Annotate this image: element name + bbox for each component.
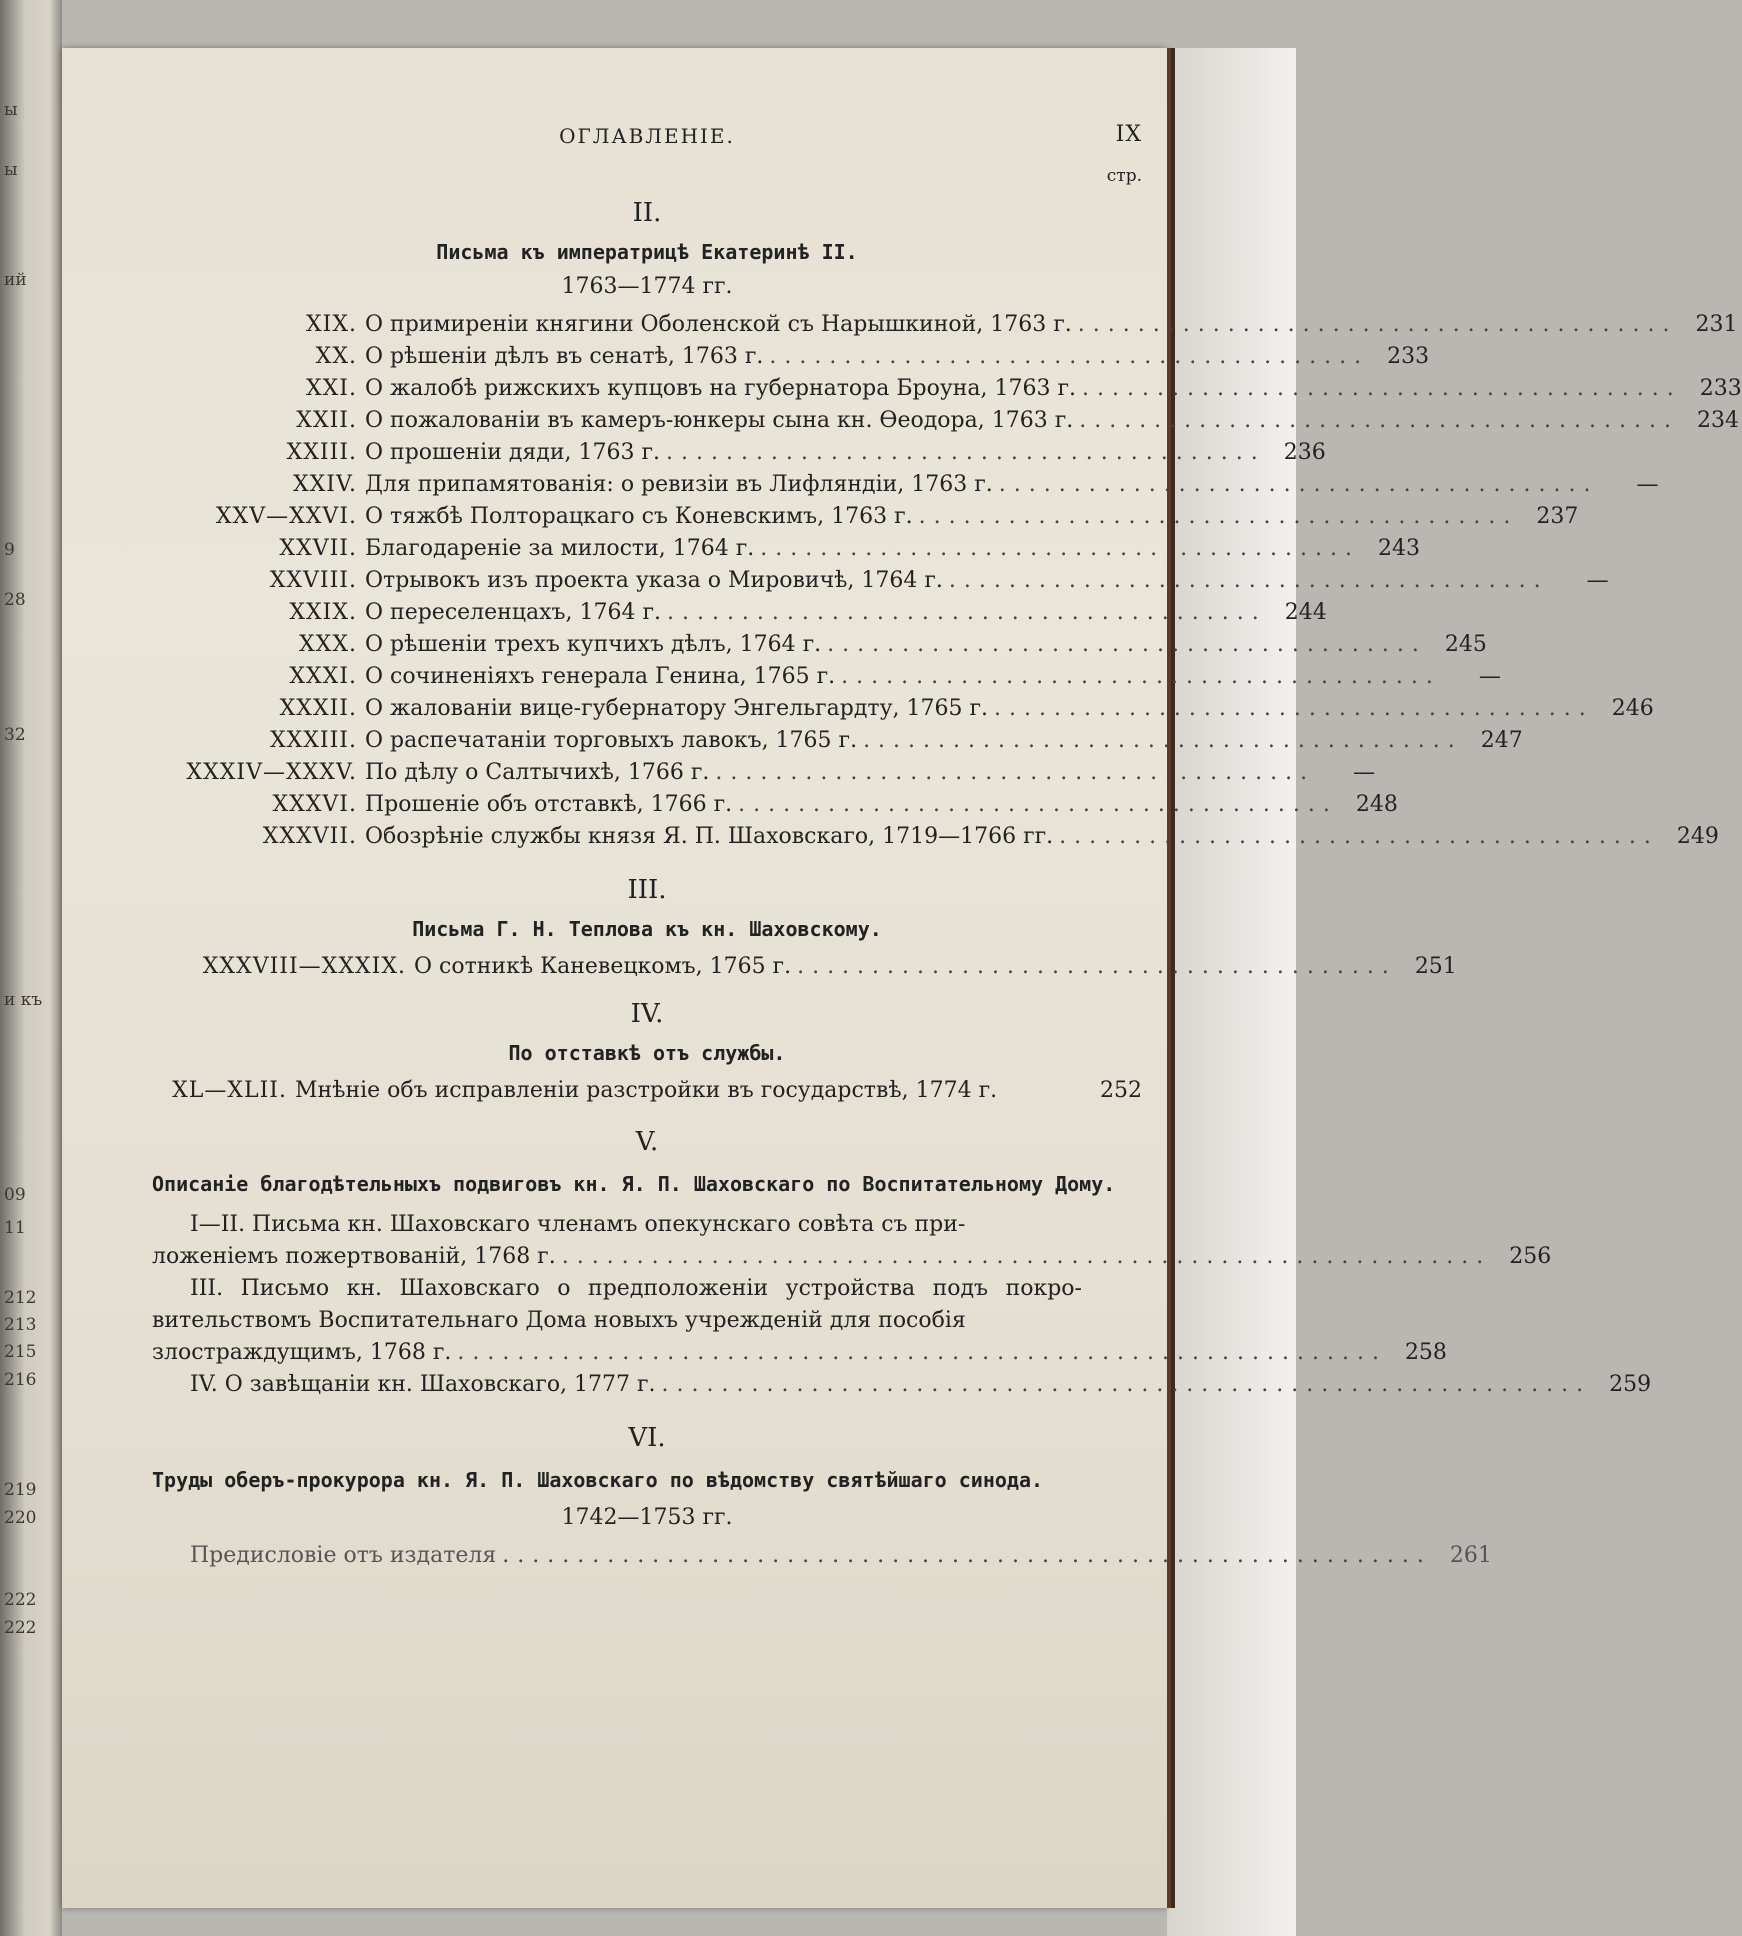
dot-leader: ........................................ <box>827 632 1427 657</box>
toc-entry <box>152 951 1457 983</box>
entry-page: 261 <box>1449 1543 1492 1568</box>
entry-title: О рѣшеніи трехъ купчихъ дѣлъ, 1764 г. <box>365 632 822 657</box>
entry-title: О пожалованіи въ камеръ-юнкеры сына кн. Ѳеодора, 1763 г. <box>365 408 1074 433</box>
facing-page-fragment: 222 <box>4 1618 37 1638</box>
entry-number: XXV—XXVI. <box>215 504 357 529</box>
facing-page-fragment: 9 <box>4 540 15 560</box>
toc-entry <box>152 757 1376 789</box>
toc-entry <box>152 821 1719 853</box>
entry-page: 251 <box>1414 954 1457 979</box>
facing-page-fragment: и къ <box>4 990 43 1010</box>
entry-title: О жалованіи вице-губернатору Энгельгардту, 1765 г. <box>365 696 989 721</box>
entry-page: 256 <box>1509 1244 1552 1269</box>
section-title: Письма къ императрицѣ Екатеринѣ II. <box>436 240 858 264</box>
entry-page: — <box>1636 472 1659 497</box>
dot-leader: ........................................ <box>738 792 1338 817</box>
toc-entry <box>152 565 1609 597</box>
running-title: ОГЛАВЛЕНІЕ. <box>559 124 735 148</box>
dot-leader: .............................................................. <box>457 1340 1387 1365</box>
entry-title: О сочиненіяхъ генерала Генина, 1765 г. <box>365 664 836 689</box>
toc-entry <box>152 533 1420 565</box>
toc-entry <box>152 693 1654 725</box>
entry-title: О переселенцахъ, 1764 г. <box>365 600 661 625</box>
toc-entry <box>152 1369 1652 1401</box>
dot-leader: ........................................ <box>665 440 1266 465</box>
facing-page-fragment: 219 <box>4 1480 37 1500</box>
entry-title: Мнѣніе объ исправленіи разстройки въ государствѣ, 1774 г. <box>295 1078 998 1103</box>
section-years: 1742—1753 гг. <box>561 1505 733 1530</box>
entry-number: XXI. <box>305 376 357 401</box>
toc-entry <box>152 1337 1447 1369</box>
toc-entry <box>152 341 1430 373</box>
toc-entry-text: I—II. Письма кн. Шаховскаго членамъ опекунскаго совѣта съ при- <box>190 1212 966 1237</box>
entry-page: — <box>1586 568 1609 593</box>
entry-number: XX. <box>315 344 357 369</box>
book-page <box>62 48 1742 1908</box>
toc-entry <box>152 309 1738 341</box>
dot-leader: ........................................ <box>666 600 1267 625</box>
entry-title: злостраждущимъ, 1768 г. <box>152 1340 452 1365</box>
toc-entry <box>152 661 1501 693</box>
entry-page: 243 <box>1378 536 1420 561</box>
entry-title: Прошеніе объ отставкѣ, 1766 г. <box>365 792 733 817</box>
entry-page: 259 <box>1609 1372 1652 1397</box>
entry-title: Отрывокъ изъ проекта указа о Мировичѣ, 1764 г. <box>365 568 943 593</box>
facing-page-fragment: 11 <box>4 1218 26 1238</box>
entry-number: XXXIII. <box>269 728 357 753</box>
toc-entry <box>152 725 1523 757</box>
facing-page-fragment: 09 <box>4 1185 26 1205</box>
facing-page-fragment: 215 <box>4 1342 37 1362</box>
section-title: Описаніе благодѣтельныхъ подвиговъ кн. Я. П. Шаховскаго по Воспитательному Дому. <box>152 1172 1116 1196</box>
dot-leader: ........................................ <box>918 504 1519 529</box>
facing-page-fragment: 213 <box>4 1315 37 1335</box>
entry-title: О примиреніи княгини Оболенской съ Нарышкиной, 1763 г. <box>365 312 1072 337</box>
entry-page: — <box>1353 760 1376 785</box>
toc-entry <box>152 501 1579 533</box>
toc-entry <box>152 629 1487 661</box>
entry-page: 231 <box>1695 312 1738 337</box>
toc-entry <box>152 437 1326 469</box>
dot-leader: ........................................ <box>863 728 1463 753</box>
entry-page: 236 <box>1283 440 1326 465</box>
entry-title: О жалобѣ рижскихъ купцовъ на губернатора Броуна, 1763 г. <box>365 376 1077 401</box>
dot-leader: .............................................................. <box>661 1372 1592 1397</box>
dot-leader: ........................................ <box>1077 312 1678 337</box>
facing-page-fragment: 216 <box>4 1370 37 1390</box>
toc-entry <box>152 373 1742 405</box>
section-number: V. <box>635 1127 659 1157</box>
dot-leader: ........................................ <box>769 344 1370 369</box>
entry-number: XXIX. <box>289 600 357 625</box>
entry-page: 249 <box>1676 824 1719 849</box>
section-number: III. <box>627 875 667 905</box>
toc-entry <box>152 789 1398 821</box>
toc-entry <box>152 1075 1142 1107</box>
section-title: По отставкѣ отъ службы. <box>508 1041 786 1065</box>
entry-title: О прошеніи дяди, 1763 г. <box>365 440 660 465</box>
toc-entry <box>152 469 1659 501</box>
entry-page: 246 <box>1611 696 1654 721</box>
facing-page-fragment: 28 <box>4 590 26 610</box>
dot-leader: ........................................ <box>797 954 1397 979</box>
entry-number: XXII. <box>296 408 357 433</box>
entry-page: 244 <box>1284 600 1327 625</box>
entry-title: О сотникѣ Каневецкомъ, 1765 г. <box>414 954 792 979</box>
entry-number: XIX. <box>305 312 357 337</box>
dot-leader: .............................................................. <box>502 1543 1432 1568</box>
entry-number: XXXII. <box>279 696 357 721</box>
entry-title: О тяжбѣ Полторацкаго съ Коневскимъ, 1763 г. <box>365 504 913 529</box>
toc-entry <box>152 597 1327 629</box>
dot-leader: ........................................ <box>1079 408 1679 433</box>
section-years: 1763—1774 гг. <box>561 274 733 299</box>
facing-page-fragment: 222 <box>4 1590 37 1610</box>
entry-number: XXX. <box>299 632 357 657</box>
facing-page-fragment: ы <box>4 100 18 120</box>
entry-number: XXXIV—XXXV. <box>186 760 357 785</box>
facing-page-fragment: ы <box>4 160 18 180</box>
entry-title: О рѣшеніи дѣлъ въ сенатѣ, 1763 г. <box>365 344 764 369</box>
entry-page: 233 <box>1699 376 1742 401</box>
entry-title: По дѣлу о Салтычихѣ, 1766 г. <box>365 760 710 785</box>
toc-entry-text: III. Письмо кн. Шаховскаго о предположеніи устройства подъ покро- вительствомъ Воспитательнаго Дома новыхъ учрежденій для пособія <box>152 1276 1082 1333</box>
toc-entry <box>152 1241 1552 1273</box>
entry-title: ложеніемъ пожертвованій, 1768 г. <box>152 1244 556 1269</box>
entry-page: 245 <box>1444 632 1487 657</box>
dot-leader: ........................................ <box>760 536 1360 561</box>
section-title: Труды оберъ-прокурора кн. Я. П. Шаховскаго по вѣдомству святѣйшаго синода. <box>152 1468 1044 1492</box>
entry-title: О распечатаніи торговыхъ лавокъ, 1765 г. <box>365 728 858 753</box>
entry-number: XXVII. <box>279 536 357 561</box>
dot-leader: .............................................................. <box>561 1244 1492 1269</box>
page-column-label: стр. <box>1106 166 1142 186</box>
section-title: Письма Г. Н. Теплова къ кн. Шаховскому. <box>412 917 882 941</box>
dot-leader: ........................................ <box>998 472 1599 497</box>
entry-page: 248 <box>1355 792 1398 817</box>
entry-page: 247 <box>1480 728 1523 753</box>
section-number: II. <box>632 198 662 228</box>
facing-page-fragment: 212 <box>4 1288 37 1308</box>
facing-page-edge <box>0 0 62 1936</box>
page-number: IX <box>1115 122 1142 147</box>
dot-leader: ........................................ <box>948 568 1549 593</box>
entry-page: 258 <box>1404 1340 1447 1365</box>
entry-title: Предисловіе отъ издателя <box>190 1543 497 1568</box>
dot-leader: ........................................ <box>715 760 1316 785</box>
entry-number: XL—XLII. <box>172 1078 287 1103</box>
entry-page: 234 <box>1696 408 1739 433</box>
entry-number: XXIV. <box>292 472 357 497</box>
entry-number: XXXVII. <box>262 824 357 849</box>
facing-page-fragment: 32 <box>4 725 26 745</box>
entry-page: — <box>1478 664 1501 689</box>
entry-number: XXXI. <box>289 664 357 689</box>
dot-leader: ........................................ <box>1059 824 1659 849</box>
section-number: IV. <box>630 999 664 1029</box>
entry-page: 233 <box>1387 344 1430 369</box>
dot-leader: ........................................ <box>1082 376 1682 401</box>
entry-number: XXXVIII—XXXIX. <box>202 954 406 979</box>
entry-number: XXXVI. <box>272 792 357 817</box>
entry-title: IV. О завѣщаніи кн. Шаховскаго, 1777 г. <box>190 1372 656 1397</box>
entry-page: 252 <box>1100 1078 1142 1103</box>
entry-title: Благодареніе за милости, 1764 г. <box>365 536 755 561</box>
entry-number: XXVIII. <box>269 568 357 593</box>
entry-number: XXIII. <box>286 440 357 465</box>
dot-leader: ........................................ <box>841 664 1441 689</box>
section-number: VI. <box>628 1423 666 1453</box>
facing-page-fragment: ий <box>4 270 27 290</box>
facing-page-fragment: 220 <box>4 1508 37 1528</box>
table-of-contents <box>152 120 1742 1572</box>
page-header <box>152 120 1142 160</box>
toc-entry <box>152 1540 1492 1572</box>
dot-leader: ........................................ <box>994 696 1594 721</box>
entry-title: Для припамятованія: о ревизіи въ Лифляндіи, 1763 г. <box>365 472 993 497</box>
entry-title: Обозрѣніе службы князя Я. П. Шаховскаго, 1719—1766 гг. <box>365 824 1054 849</box>
toc-entry <box>152 405 1739 437</box>
entry-page: 237 <box>1536 504 1579 529</box>
